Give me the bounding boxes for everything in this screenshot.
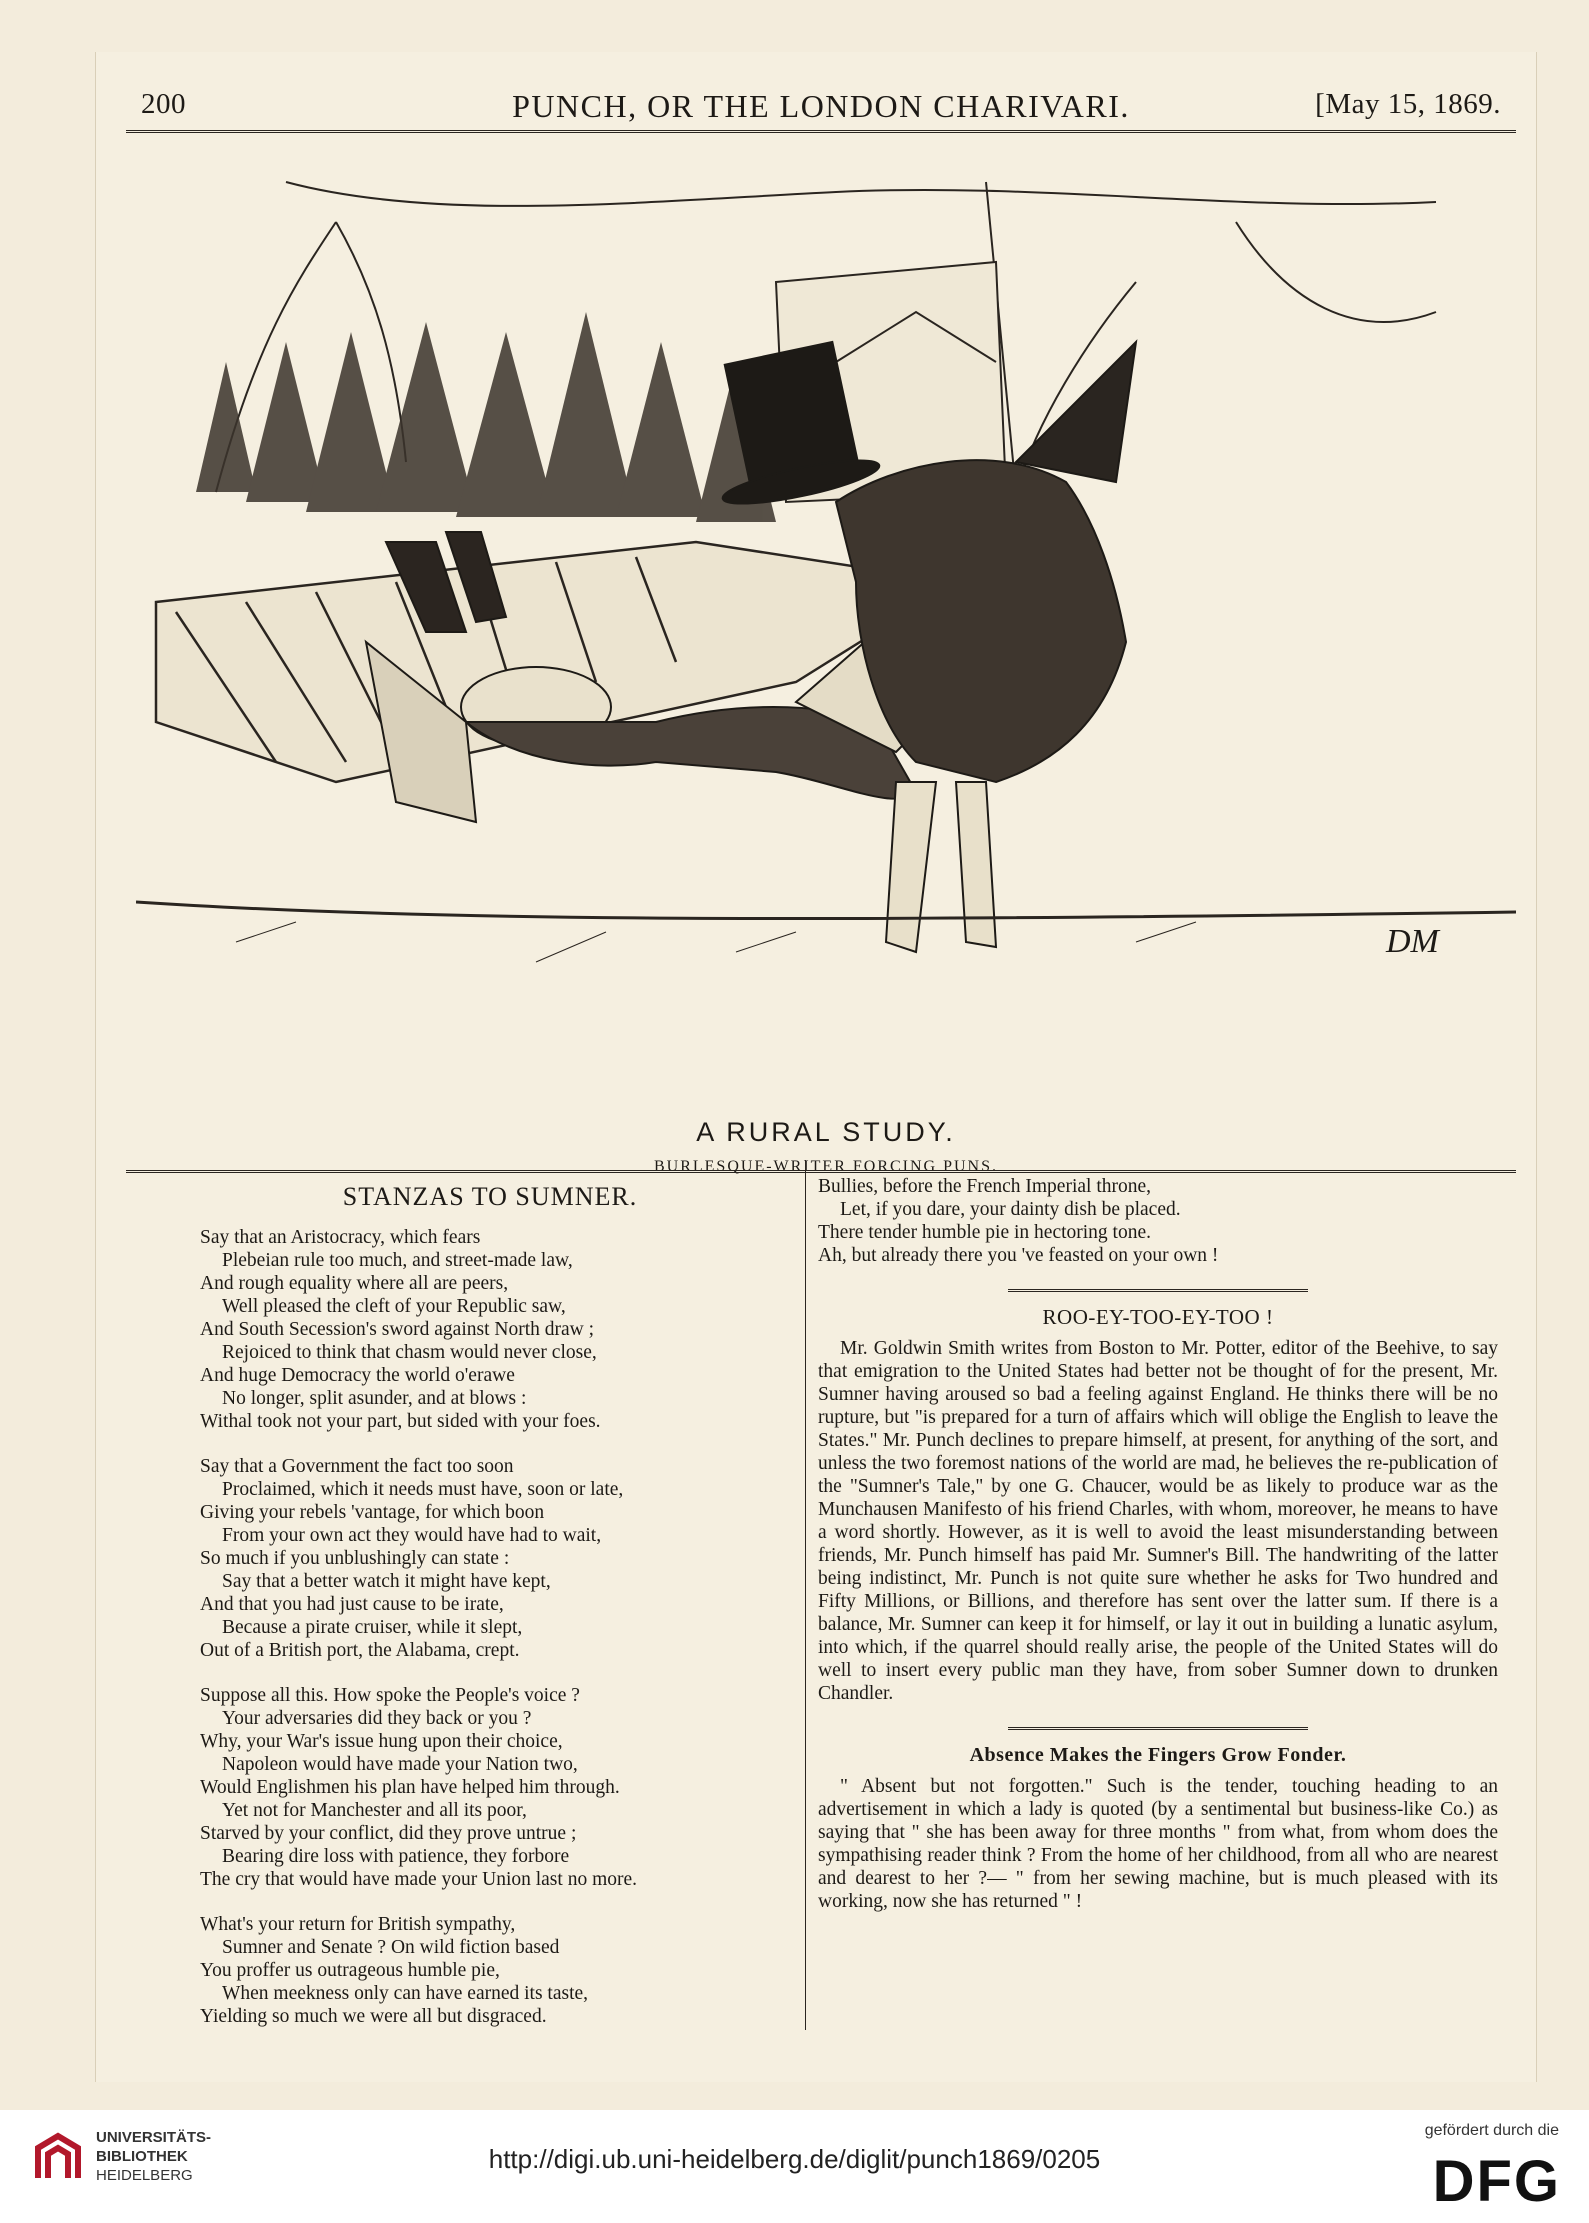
poem-continuation <box>818 1175 1498 1267</box>
poem-line: Napoleon would have made your Nation two, <box>222 1754 578 1775</box>
poem-line: Say that a better watch it might have kept, <box>222 1571 551 1592</box>
poem-line: Would Englishmen his plan have helped him through. <box>200 1777 620 1798</box>
poem-line: You proffer us outrageous humble pie, <box>200 1960 500 1981</box>
poem-line: Sumner and Senate ? On wild fiction based <box>222 1937 560 1958</box>
source-url-link[interactable]: http://digi.ub.uni-heidelberg.de/diglit/punch1869/0205 <box>488 2144 1101 2174</box>
poem-line: What's your return for British sympathy, <box>200 1914 516 1935</box>
poem-stanza <box>200 1913 780 2028</box>
poem-title: STANZAS TO SUMNER. <box>342 1182 638 1211</box>
poem-line: So much if you unblushingly can state : <box>200 1548 510 1569</box>
poem-line: Starved by your conflict, did they prove untrue ; <box>200 1823 577 1844</box>
library-name: UNIVERSITÄTS- BIBLIOTHEK HEIDELBERG <box>96 2129 212 2184</box>
poem-line: Proclaimed, which it needs must have, soon or late, <box>222 1479 624 1500</box>
poem-line: Because a pirate cruiser, while it slept, <box>222 1617 523 1638</box>
section-rule <box>1008 1289 1308 1292</box>
poem-line: Out of a British port, the Alabama, crept. <box>200 1640 520 1661</box>
right-column <box>818 1175 1498 1913</box>
article-title: ROO-EY-TOO-EY-TOO ! <box>1042 1305 1274 1329</box>
poem-line: There tender humble pie in hectoring tone. <box>818 1222 1152 1243</box>
article-body: " Absent but not forgotten." Such is the tender, touching heading to an advertisement in which a lady is quoted (by a sentimental but business-like Co.) as saying that " she has been away for three months " from what, from whom does the sympathising reader think ? From the home of her childhood, from all who are nearest and dearest to her ?— " from her sewing machine, but is much pleased with its working, now she has returned " ! <box>818 1776 1498 1912</box>
poem-line: Rejoiced to think that chasm would never close, <box>222 1342 597 1363</box>
section-rule <box>1008 1727 1308 1730</box>
poem-line: And South Secession's sword against North draw ; <box>200 1319 595 1340</box>
poem-line: Ah, but already there you 've feasted on your own ! <box>818 1245 1219 1266</box>
issue-date: [May 15, 1869. <box>1315 88 1501 120</box>
poem-line: Your adversaries did they back or you ? <box>222 1708 532 1729</box>
left-column <box>200 1175 780 2050</box>
poem-line: Yielding so much we were all but disgraced. <box>200 2006 547 2027</box>
caption-title: A RURAL STUDY. <box>696 1117 956 1147</box>
poem-line: Let, if you dare, your dainty dish be placed. <box>840 1199 1181 1220</box>
article-body: Mr. Goldwin Smith writes from Boston to Mr. Potter, editor of the Beehive, to say that emigration to the United States had better not be thought of for the present, Mr. Sumner having aroused so bad a feeling against England. He thinks there will be no rupture, but "is prepared for a turn of affairs which will oblige the English to leave the States." Mr. Punch declines to prepare himself, at present, for anything of the sort, and unless the two foremost nations of the world are mad, he believes the re-publication of the "Sumner's Tale," by one G. Chaucer, would be as likely to produce war as the Munchausen Manifesto of his friend Charles, with whom, moreover, he means to have a word shortly. However, as it is well to avoid the least misunderstanding between friends, Mr. Punch himself has paid Mr. Sumner's Bill. The handwriting of the latter being indistinct, Mr. Punch is not quite sure whether he asks for Two hundred and Fifty Millions, or Billions, and therefore has sent over the latter sum. If there is a balance, Mr. Sumner can keep it for himself, or lay it out in building a lunatic asylum, into which, if the quarrel should really arise, the people of the United States will do well to insert every public man they have, from sober Sumner down to drunken Chandler. <box>818 1338 1498 1704</box>
poem-line: Say that a Government the fact too soon <box>200 1456 514 1477</box>
poem-line: Withal took not your part, but sided with your foes. <box>200 1411 601 1432</box>
poem-line: Well pleased the cleft of your Republic saw, <box>222 1296 566 1317</box>
poem-line: Yet not for Manchester and all its poor, <box>222 1800 527 1821</box>
column-divider <box>805 1160 806 2030</box>
artist-signature: DM <box>1386 923 1439 960</box>
poem-line: Giving your rebels 'vantage, for which boon <box>200 1502 545 1523</box>
page-number: 200 <box>141 88 186 120</box>
poem-stanza <box>200 1226 780 1433</box>
poem-line: When meekness only can have earned its taste, <box>222 1983 589 2004</box>
poem-line: Bullies, before the French Imperial throne, <box>818 1176 1152 1197</box>
publication-title: PUNCH, OR THE LONDON CHARIVARI. <box>512 88 1130 124</box>
poem-line: No longer, split asunder, and at blows : <box>222 1388 527 1409</box>
article-title: Absence Makes the Fingers Grow Fonder. <box>969 1744 1347 1766</box>
poem-line: Plebeian rule too much, and street-made law, <box>222 1250 573 1271</box>
page-header <box>141 74 1501 134</box>
poem-line: And rough equality where all are peers, <box>200 1273 509 1294</box>
poem-line: Why, your War's issue hung upon their choice, <box>200 1731 563 1752</box>
poem-line: Suppose all this. How spoke the People's voice ? <box>200 1685 580 1706</box>
poem-line: The cry that would have made your Union last no more. <box>200 1869 638 1890</box>
poem-stanza <box>200 1455 780 1662</box>
poem-line: Bearing dire loss with patience, they forbore <box>222 1846 570 1867</box>
caption-subtitle: BURLESQUE-WRITER FORCING PUNS. <box>653 1158 998 1175</box>
digitization-footer <box>0 2110 1589 2223</box>
caption-rule <box>126 1170 1516 1173</box>
poem-line: From your own act they would have had to wait, <box>222 1525 602 1546</box>
cartoon-illustration <box>136 162 1516 1122</box>
poem-line: And huge Democracy the world o'erawe <box>200 1365 515 1386</box>
funded-by-label: gefördert durch die <box>1424 2122 1559 2139</box>
cartoon-caption <box>136 1117 1516 1176</box>
poem-line: And that you had just cause to be irate, <box>200 1594 504 1615</box>
poem-stanzas <box>200 1226 780 2028</box>
poem-stanza <box>200 1684 780 1891</box>
dfg-logo: DFG <box>1432 2149 1561 2214</box>
engraving-image <box>136 162 1516 1122</box>
poem-line: Say that an Aristocracy, which fears <box>200 1227 481 1248</box>
header-rule <box>126 130 1516 133</box>
